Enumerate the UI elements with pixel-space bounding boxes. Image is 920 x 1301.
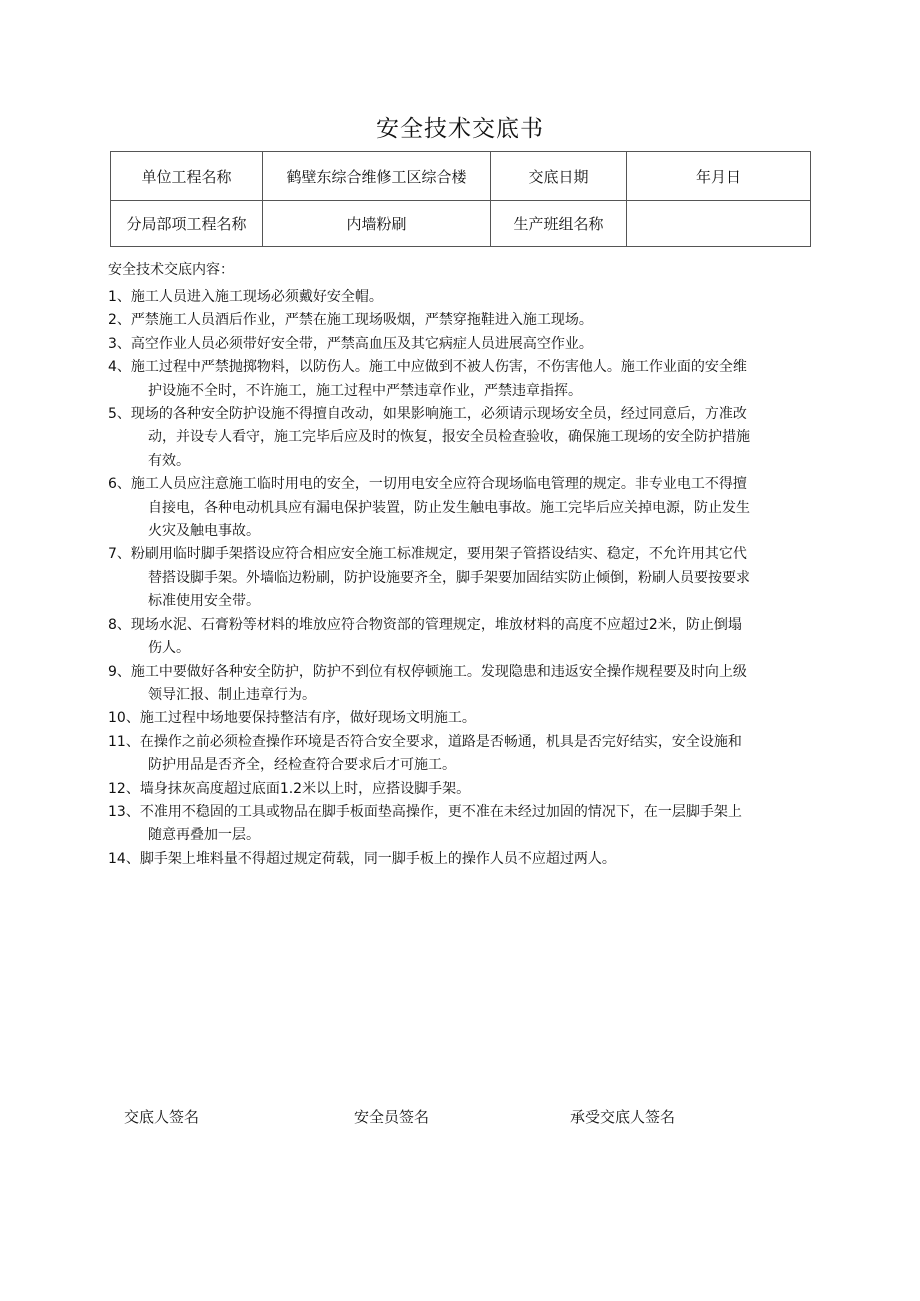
list-item-text: 现场的各种安全防护设施不得擅自改动，如果影响施工，必须请示现场安全员，经过同意后，方准改 (130, 406, 747, 423)
list-item-line (108, 356, 810, 379)
list-item-line (108, 731, 810, 754)
list-item-number: 9、 (108, 663, 131, 680)
list-item-line (108, 824, 810, 847)
list-item-line (108, 848, 810, 871)
list-item-number: 3、 (108, 335, 131, 352)
list-item-text: 有效。 (148, 452, 190, 469)
list-item-number: 10、 (108, 710, 140, 727)
list-item-number: 6、 (108, 476, 131, 493)
list-item-text: 替搭设脚手架。外墙临边粉刷，防护设施要齐全，脚手架要加固结实防止倾倒，粉刷人员要按要求 (148, 569, 750, 586)
list-item (108, 731, 810, 778)
team-label: 生产班组名称 (491, 201, 627, 247)
list-item (108, 707, 810, 730)
list-item-line (108, 637, 810, 660)
list-item-line (108, 567, 810, 590)
list-item-text: 严禁施工人员酒后作业，严禁在施工现场吸烟，严禁穿拖鞋进入施工现场。 (130, 312, 593, 329)
list-item (108, 543, 810, 613)
list-item-line (108, 801, 810, 824)
discloser-signature-label: 交底人签名 (124, 1108, 200, 1126)
list-item-number: 4、 (108, 359, 131, 376)
recipient-signature-label: 承受交底人签名 (570, 1108, 676, 1126)
list-item-text: 护设施不全时，不许施工，施工过程中严禁违章作业，严禁违章指挥。 (148, 382, 582, 399)
list-item-number: 13、 (108, 803, 140, 820)
list-item-text: 施工人员应注意施工临时用电的安全，一切用电安全应符合现场临电管理的规定。非专业电工不得擅 (130, 476, 747, 493)
table-row (111, 152, 811, 201)
list-item (108, 848, 810, 871)
list-item (108, 333, 810, 356)
list-item-text: 在操作之前必须检查操作环境是否符合安全要求，道路是否畅通，机具是否完好结实，安全设施和 (139, 733, 742, 750)
list-item-text: 不准用不稳固的工具或物品在脚手板面垫高操作，更不准在未经过加固的情况下，在一层脚手架上 (139, 803, 742, 820)
list-item-text: 施工过程中严禁抛掷物料，以防伤人。施工中应做到不被人伤害，不伤害他人。施工作业面的安全维 (130, 359, 747, 376)
sub-project-label: 分局部项工程名称 (111, 201, 263, 247)
list-item-line (108, 707, 810, 730)
list-item-line (108, 590, 810, 613)
list-item-line (108, 684, 810, 707)
list-item-number: 12、 (108, 780, 140, 797)
list-item-text: 标准使用安全带。 (148, 593, 260, 610)
sub-project-value: 内墙粉刷 (263, 201, 491, 247)
list-item-text: 脚手架上堆料量不得超过规定荷载，同一脚手板上的操作人员不应超过两人。 (139, 850, 616, 867)
list-item (108, 309, 810, 332)
list-item-number: 5、 (108, 406, 131, 423)
list-item-text: 高空作业人员必须带好安全带，严禁高血压及其它病症人员进展高空作业。 (130, 335, 593, 352)
list-item (108, 778, 810, 801)
document-title: 安全技术交底书 (376, 116, 544, 142)
list-item (108, 614, 810, 661)
list-item-line (108, 778, 810, 801)
list-item-number: 14、 (108, 850, 140, 867)
list-item-text: 伤人。 (148, 640, 190, 657)
list-item (108, 801, 810, 848)
list-item-text: 施工中要做好各种安全防护，防护不到位有权停顿施工。发现隐患和违返安全操作规程要及时向上级 (130, 663, 747, 680)
date-value: 年月日 (627, 152, 811, 201)
list-item-number: 8、 (108, 616, 131, 633)
unit-project-label: 单位工程名称 (111, 152, 263, 201)
list-item-line (108, 543, 810, 566)
list-item-text: 施工过程中场地要保持整洁有序，做好现场文明施工。 (139, 710, 476, 727)
unit-project-value: 鹤壁东综合维修工区综合楼 (263, 152, 491, 201)
list-item-line (108, 450, 810, 473)
list-item-text: 领导汇报、制止违章行为。 (148, 686, 316, 703)
list-item-text: 现场水泥、石膏粉等材料的堆放应符合物资部的管理规定，堆放材料的高度不应超过2米，防止倒塌 (130, 616, 742, 633)
project-info-table (110, 151, 811, 247)
list-item-line (108, 614, 810, 637)
list-item-line (108, 754, 810, 777)
list-item-line (108, 661, 810, 684)
list-item-line (108, 403, 810, 426)
list-item (108, 356, 810, 403)
list-item-line (108, 473, 810, 496)
list-item-text: 防护用品是否齐全，经检查符合要求后才可施工。 (148, 757, 456, 774)
list-item-number: 2、 (108, 312, 131, 329)
content-heading: 安全技术交底内容： (108, 262, 234, 278)
list-item-text: 火灾及触电事故。 (148, 523, 260, 540)
safety-officer-signature-label: 安全员签名 (354, 1108, 430, 1126)
date-label: 交底日期 (491, 152, 627, 201)
list-item-line (108, 286, 810, 309)
list-item (108, 403, 810, 473)
safety-items-list (108, 286, 810, 871)
list-item (108, 286, 810, 309)
list-item-line (108, 497, 810, 520)
list-item-text: 粉刷用临时脚手架搭设应符合相应安全施工标准规定，要用架子管搭设结实、稳定，不允许用其它代 (130, 546, 747, 563)
list-item-text: 自接电，各种电动机具应有漏电保护装置，防止发生触电事故。施工完毕后应关掉电源，防止发生 (148, 499, 750, 516)
team-value (627, 201, 811, 247)
list-item (108, 473, 810, 543)
list-item (108, 661, 810, 708)
list-item-text: 墙身抹灰高度超过底面1.2米以上时，应搭设脚手架。 (139, 780, 471, 797)
list-item-line (108, 333, 810, 356)
list-item-text: 施工人员进入施工现场必须戴好安全帽。 (130, 289, 383, 305)
list-item-text: 动，并设专人看守，施工完毕后应及时的恢复，报安全员检查验收，确保施工现场的安全防护措施 (148, 429, 750, 446)
table-row (111, 201, 811, 247)
list-item-line (108, 309, 810, 332)
list-item-line (108, 380, 810, 403)
list-item-text: 随意再叠加一层。 (148, 827, 260, 844)
list-item-number: 7、 (108, 546, 131, 563)
list-item-line (108, 520, 810, 543)
list-item-number: 11、 (108, 733, 140, 750)
list-item-number: 1、 (108, 289, 131, 305)
list-item-line (108, 426, 810, 449)
